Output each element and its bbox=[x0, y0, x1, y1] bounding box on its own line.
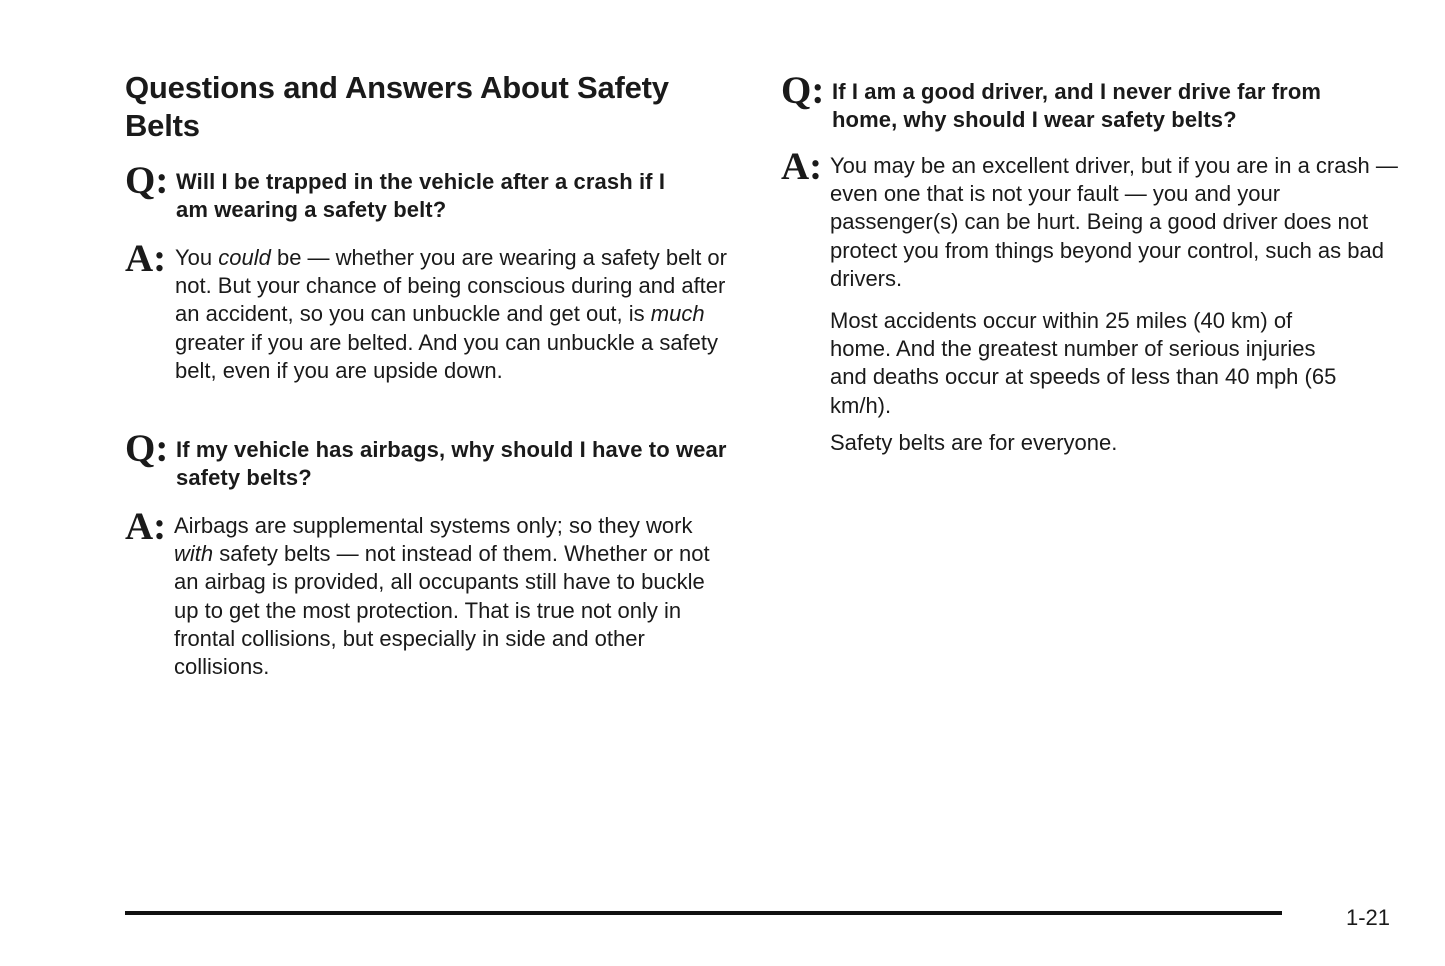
answer-2 bbox=[125, 505, 737, 681]
answer-1 bbox=[125, 237, 737, 385]
answer-3-paragraph: Most accidents occur within 25 miles (40 km) of home. And the greatest number of serious injuries and deaths occur at speeds of less than 40 mph (65 km/h). bbox=[830, 308, 1337, 418]
answer-segment: You bbox=[175, 245, 219, 270]
answer-emphasis: with bbox=[174, 541, 214, 567]
answer-3 bbox=[781, 145, 1401, 293]
answer-segment: greater if you are belted. And you can unbuckle a safety belt, even if you are upside down. bbox=[175, 329, 719, 383]
answer-segment: Airbags are supplemental systems only; so they work bbox=[174, 513, 693, 538]
section-title: Questions and Answers About Safety Belts bbox=[125, 70, 669, 143]
q-marker: Q: bbox=[781, 69, 825, 112]
q-marker: Q: bbox=[125, 159, 169, 202]
answer-text bbox=[175, 244, 737, 385]
footer-divider bbox=[125, 911, 1282, 915]
page-number: 1-21 bbox=[1346, 905, 1391, 930]
a-marker: A: bbox=[125, 505, 167, 548]
q-marker: Q: bbox=[125, 427, 169, 470]
answer-3-paragraph: Safety belts are for everyone. bbox=[830, 430, 1118, 455]
answer-text bbox=[174, 512, 734, 681]
answer-emphasis: could bbox=[218, 245, 271, 270]
a-marker: A: bbox=[125, 237, 167, 280]
answer-segment: be — whether you are wearing a safety belt or not. But your chance of being conscious during and after an accident, so you can unbuckle and get out, is bbox=[175, 245, 727, 327]
question-text: If I am a good driver, and I never drive far from home, why should I wear safety belts? bbox=[832, 79, 1322, 132]
question-2 bbox=[125, 427, 737, 491]
answer-emphasis: much bbox=[650, 301, 705, 327]
answer-text: You may be an excellent driver, but if you are in a crash — even one that is not your fault — you and your passenger(s) can be hurt. Being a good driver does not protect you from things beyond your control, such as bad drivers. bbox=[830, 153, 1398, 291]
question-text: Will I be trapped in the vehicle after a crash if I am wearing a safety belt? bbox=[176, 169, 666, 222]
question-1 bbox=[125, 159, 725, 223]
question-text: If my vehicle has airbags, why should I have to wear safety belts? bbox=[176, 437, 727, 490]
answer-segment: safety belts — not instead of them. Whether or not an airbag is provided, all occupants still have to buckle up to get the most protection. That is true not only in frontal collisions, but especially in side and other collisions. bbox=[174, 541, 710, 680]
question-3 bbox=[781, 69, 1401, 133]
a-marker: A: bbox=[781, 145, 823, 188]
